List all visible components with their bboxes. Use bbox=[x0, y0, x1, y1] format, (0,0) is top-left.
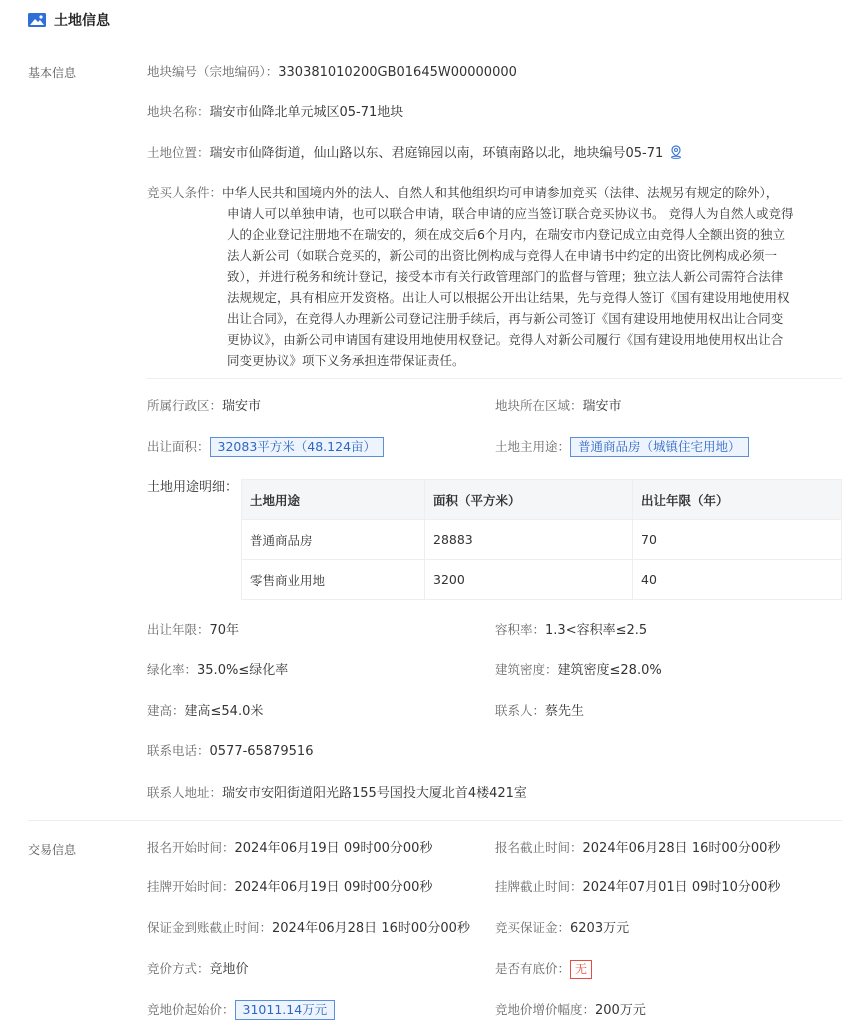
deposit-deadline-label: 保证金到账截止时间： bbox=[147, 920, 273, 935]
trade-info-label: 交易信息 bbox=[28, 843, 77, 857]
increment-label: 竞地价增价幅度： bbox=[495, 1002, 596, 1017]
bid-method-field bbox=[147, 959, 249, 980]
bidder-line: 申请人可以单独申请，也可以联合申请，联合申请的应当签订联合竞买协议书。 竞得人为自然人或竞得 bbox=[227, 206, 794, 221]
table-cell: 70 bbox=[633, 520, 842, 560]
table-cell: 3200 bbox=[425, 560, 633, 600]
table-header: 面积（平方米） bbox=[425, 480, 633, 520]
parcel-name-value: 瑞安市仙降北单元城区05-71地块 bbox=[209, 105, 404, 120]
bidder-conditions bbox=[147, 182, 842, 371]
region-field bbox=[495, 396, 622, 417]
far-field bbox=[495, 620, 647, 641]
bidder-line: 出让合同》，在竞得人办理新公司登记注册手续后，再与新公司签订《国有建设用地使用权出让合同变 bbox=[227, 311, 784, 326]
parcel-no-value: 330381010200GB01645W00000000 bbox=[278, 65, 517, 80]
bidder-line: 同变更协议》项下义务承担连带保证责任。 bbox=[227, 353, 465, 368]
term-value: 70年 bbox=[209, 623, 240, 638]
address-field bbox=[147, 783, 527, 804]
green-value: 35.0%≤绿化率 bbox=[197, 663, 289, 678]
table-cell: 28883 bbox=[425, 520, 633, 560]
bid-method-value: 竞地价 bbox=[209, 962, 249, 977]
basic-info-label: 基本信息 bbox=[28, 66, 77, 80]
table-cell: 零售商业用地 bbox=[242, 560, 425, 600]
reserve-label: 是否有底价： bbox=[495, 961, 571, 976]
reg-end-label: 报名截止时间： bbox=[495, 840, 583, 855]
main-use-field bbox=[495, 437, 749, 458]
parcel-no-label: 地块编号（宗地编码）： bbox=[147, 64, 279, 79]
height-field bbox=[147, 701, 263, 722]
map-pin-icon[interactable] bbox=[669, 145, 683, 159]
bid-method-label: 竞价方式： bbox=[147, 961, 210, 976]
parcel-name-label: 地块名称： bbox=[147, 104, 210, 119]
bidder-line: 法人新公司（如联合竞买的，新公司的出资比例构成与竞得人在申请书中约定的出资比例构成必须一 bbox=[227, 248, 778, 263]
reserve-field bbox=[495, 959, 592, 980]
district-field bbox=[147, 396, 261, 417]
address-label: 联系人地址： bbox=[147, 785, 223, 800]
image-icon bbox=[28, 13, 46, 27]
bidder-line: 中华人民共和国境内外的法人、自然人和其他组织均可申请参加竞买（法律、法规另有规定的除外）， bbox=[222, 185, 779, 200]
list-end-field bbox=[495, 877, 780, 898]
list-start-field bbox=[147, 877, 432, 898]
table-header: 出让年限（年） bbox=[633, 480, 842, 520]
region-value: 瑞安市 bbox=[582, 399, 622, 414]
parcel-name-field bbox=[147, 102, 403, 123]
reserve-badge: 无 bbox=[570, 960, 592, 979]
region-label: 地块所在区域： bbox=[495, 398, 583, 413]
phone-label: 联系电话： bbox=[147, 743, 210, 758]
density-label: 建筑密度： bbox=[495, 662, 558, 677]
table-row bbox=[242, 560, 842, 600]
reg-start-field bbox=[147, 838, 432, 859]
list-end-label: 挂牌截止时间： bbox=[495, 879, 583, 894]
start-price-label: 竞地价起始价： bbox=[147, 1002, 235, 1017]
deposit-label: 竞买保证金： bbox=[495, 920, 571, 935]
reg-end-value: 2024年06月28日 16时00分00秒 bbox=[582, 841, 781, 856]
table-cell: 40 bbox=[633, 560, 842, 600]
term-label: 出让年限： bbox=[147, 622, 210, 637]
term-field bbox=[147, 620, 239, 641]
green-field bbox=[147, 660, 288, 681]
phone-value: 0577-65879516 bbox=[209, 744, 314, 759]
deposit-deadline-value: 2024年06月28日 16时00分00秒 bbox=[272, 921, 470, 936]
bidder-line: 法规规定，具有相应开发资格。出让人可以根据公开出让结果，先与竞得人签订《国有建设用地使用权 bbox=[227, 290, 790, 305]
location-label: 土地位置： bbox=[147, 145, 210, 160]
increment-value: 200万元 bbox=[595, 1003, 646, 1018]
divider bbox=[147, 378, 842, 379]
area-field bbox=[147, 437, 384, 458]
contact-value: 蔡先生 bbox=[545, 704, 585, 719]
list-start-value: 2024年06月19日 09时00分00秒 bbox=[234, 880, 433, 895]
district-label: 所属行政区： bbox=[147, 398, 223, 413]
contact-field bbox=[495, 701, 584, 722]
table-row bbox=[242, 520, 842, 560]
bidder-line: 致），并进行税务和统计登记，接受本市有关行政管理部门的监督与管理；独立法人新公司需符合法律 bbox=[227, 269, 784, 284]
section-header bbox=[28, 10, 110, 30]
parcel-no-field bbox=[147, 62, 517, 83]
list-end-value: 2024年07月01日 09时10分00秒 bbox=[582, 880, 781, 895]
start-price-field bbox=[147, 1000, 335, 1021]
location-value: 瑞安市仙降街道，仙山路以东、君庭锦园以南，环镇南路以北，地块编号05-71 bbox=[209, 146, 664, 161]
list-start-label: 挂牌开始时间： bbox=[147, 879, 235, 894]
reg-start-value: 2024年06月19日 09时00分00秒 bbox=[234, 841, 433, 856]
bidder-label: 竞买人条件： bbox=[147, 185, 223, 200]
table-header: 土地用途 bbox=[242, 480, 425, 520]
deposit-value: 6203万元 bbox=[570, 921, 630, 936]
main-use-label: 土地主用途： bbox=[495, 439, 571, 454]
use-detail-label: 土地用途明细： bbox=[147, 480, 239, 495]
district-value: 瑞安市 bbox=[222, 399, 262, 414]
phone-field bbox=[147, 741, 313, 762]
start-price-value: 31011.14万元 bbox=[235, 1000, 336, 1020]
far-label: 容积率： bbox=[495, 622, 546, 637]
area-value: 32083平方米（48.124亩） bbox=[210, 437, 385, 457]
density-value: 建筑密度≤28.0% bbox=[557, 663, 662, 678]
increment-field bbox=[495, 1000, 646, 1021]
address-value: 瑞安市安阳街道阳光路155号国投大厦北首4楼421室 bbox=[222, 786, 527, 801]
far-value: 1.3<容积率≤2.5 bbox=[545, 623, 648, 638]
location-field bbox=[147, 143, 683, 164]
height-value: 建高≤54.0米 bbox=[184, 704, 264, 719]
main-use-value: 普通商品房（城镇住宅用地） bbox=[570, 437, 749, 457]
deposit-deadline-field bbox=[147, 918, 470, 939]
reg-start-label: 报名开始时间： bbox=[147, 840, 235, 855]
green-label: 绿化率： bbox=[147, 662, 198, 677]
area-label: 出让面积： bbox=[147, 439, 210, 454]
contact-label: 联系人： bbox=[495, 703, 546, 718]
page-title: 土地信息 bbox=[54, 13, 110, 29]
land-use-table bbox=[241, 479, 842, 600]
table-header-row bbox=[242, 480, 842, 520]
height-label: 建高： bbox=[147, 703, 185, 718]
table-cell: 普通商品房 bbox=[242, 520, 425, 560]
deposit-field bbox=[495, 918, 629, 939]
bidder-line: 人的企业登记注册地不在瑞安的，须在成交后6个月内，在瑞安市内登记成立由竞得人全额出资的独立 bbox=[227, 227, 785, 242]
section-divider bbox=[28, 820, 842, 821]
bidder-line: 更协议》，由新公司申请国有建设用地使用权登记。竞得人对新公司履行《国有建设用地使用权出让合 bbox=[227, 332, 784, 347]
density-field bbox=[495, 660, 662, 681]
reg-end-field bbox=[495, 838, 780, 859]
